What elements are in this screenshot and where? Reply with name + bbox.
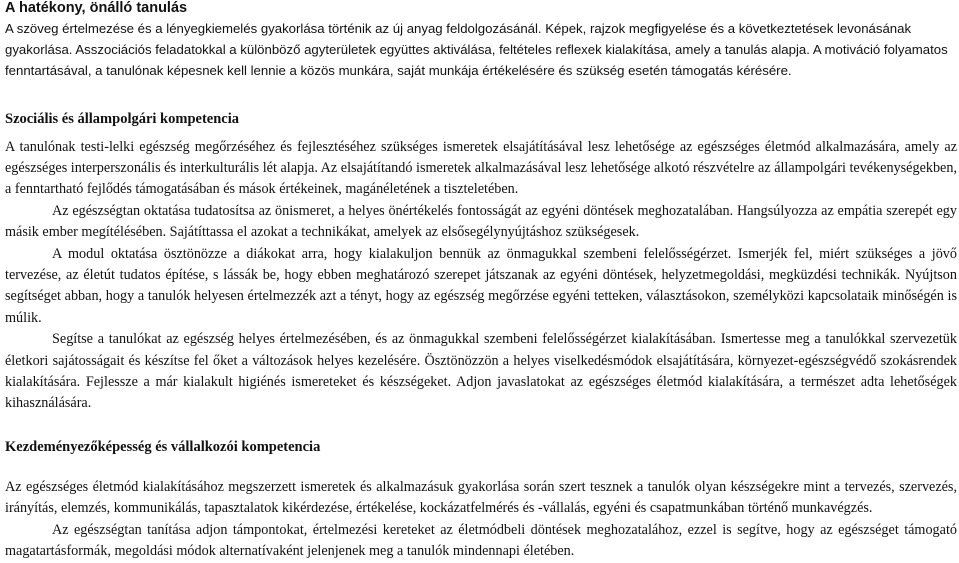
initiative-paragraph-1: Az egészséges életmód kialakításához megszerzett ismeretek és alkalmazásuk gyakorlása során szert tesznek a tanulók olyan készségekre mint a tervezés, szervezés, irányítás, elemzés, kommunikálás, tapasztalatok kikérdezése, értékelése, kockázatfelmérés és -vállalás, egyéni és csapatmunkában történő munkavégzés. — [5, 478, 957, 517]
document-page — [5, 0, 957, 563]
section-heading-initiative: Kezdeményezőképesség és vállalkozói kompetencia — [5, 438, 321, 455]
initiative-paragraph-2: Az egészségtan tanítása adjon támpontokat, értelmezési kereteket az életmódbeli döntések meghozatalához, ezzel is segítve, hogy az egészséget támogató magatartásformák, megoldási módok alternatívaként jelenjenek meg a tanulók mindennapi életében. — [5, 521, 957, 560]
section-heading-learning: A hatékony, önálló tanulás — [5, 0, 188, 16]
social-paragraph-2: Az egészségtan oktatása tudatosítsa az önismeret, a helyes önértékelés fontosságát az egyéni döntések meghozatalában. Hangsúlyozza az empátia szerepét egy másik ember megítélésében. Sajátíttassa el azokat a technikákat, amelyek az elsősegélynyújtáshoz szükségesek. — [5, 202, 957, 241]
section-heading-social: Szociális és állampolgári kompetencia — [5, 110, 239, 127]
intro-paragraph: A szöveg értelmezése és a lényegkiemelés gyakorlása történik az új anyag feldolgozásánál. Képek, rajzok megfigyelése és a következtetések levonásának gyakorlása. Asszociációs feladatokkal a különböző agyterületek együttes aktiválása, feltételes reflexek kialakítása, amely a tanulás alapja. A motiváció folyamatos fenntartásával, a tanulónak képesnek kell lennie a közös munkára, saját munkája értékelésére és szükség esetén támogatás kérésére. — [5, 21, 948, 79]
social-paragraph-1: A tanulónak testi-lelki egészség megőrzéséhez és fejlesztéséhez szükséges ismeretek elsajátításával lesz lehetősége az egészséges életmód alkalmazására, amely az egészséges interperszonális és interkulturális lét alapja. Az elsajátítandó ismeretek alkalmazásával lesz lehetősége alkotó részvételre az állampolgári tevékenységekben, a fenntartható fejlődés támogatásában és mások értékeinek, magánéletének a tiszteletében. — [5, 138, 957, 198]
social-paragraph-4: Segítse a tanulókat az egészség helyes értelmezésében, és az önmagukkal szembeni felelősségérzet kialakításában. Ismertesse meg a tanulókkal szervezetük életkori sajátosságait és készítse fel őket a változások helyes kezelésére. Ösztönözzön a helyes viselkedésmódok elsajátítására, környezet-egészségvédő szokásrendek kialakítására. Fejlessze a már kialakult higiénés ismereteket és készségeket. Adjon javaslatokat az egészséges életmód kialakítására, a természet adta lehetőségek kihasználására. — [5, 331, 957, 412]
social-paragraph-3: A modul oktatása ösztönözze a diákokat arra, hogy kialakuljon bennük az önmagukkal szembeni felelősségérzet. Ismerjék fel, miért szükséges a jövő tervezése, az életút tudatos építése, s lássák be, hogy ebben meghatározó szerepet játszanak az egyéni döntések, helyzetmegoldási, megküzdési technikák. Nyújtson segítséget abban, hogy a tanulók helyesen értelmezzék azt a tényt, hogy az egészség megőrzése egyéni tetteken, választásokon, személyközi kapcsolataik minőségén is múlik. — [5, 245, 957, 326]
